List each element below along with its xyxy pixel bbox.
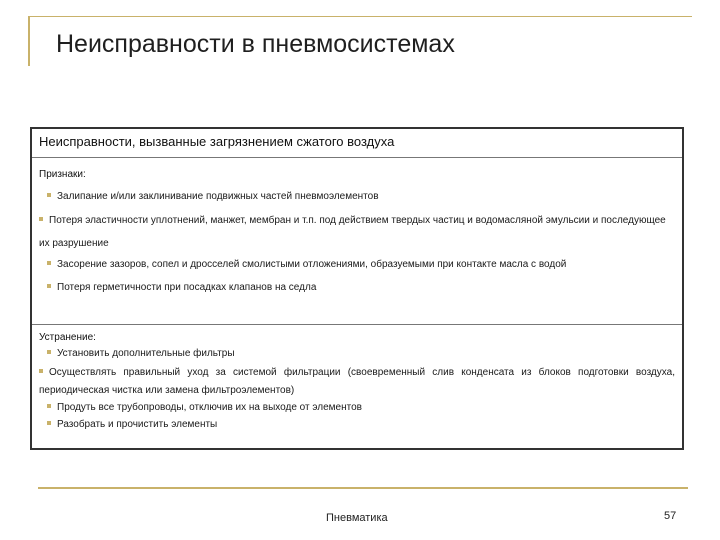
bullet-icon xyxy=(47,284,51,288)
title-left-rule xyxy=(28,16,30,66)
bullet-icon xyxy=(47,261,51,265)
list-item: Залипание и/или заклинивание подвижных частей пневмоэлементов xyxy=(39,190,675,204)
bullet-icon xyxy=(47,193,51,197)
content-table xyxy=(30,127,684,450)
bullet-icon xyxy=(47,421,51,425)
bullet-icon xyxy=(39,369,43,373)
list-item: Установить дополнительные фильтры xyxy=(39,347,675,361)
bullet-icon xyxy=(47,350,51,354)
list-item: Продуть все трубопроводы, отключив их на выходе от элементов xyxy=(39,401,675,415)
title-top-rule xyxy=(28,16,692,17)
list-item: Потеря герметичности при посадках клапанов на седла xyxy=(39,281,675,295)
bullet-icon xyxy=(47,404,51,408)
fixes-section xyxy=(32,325,682,432)
signs-section xyxy=(32,158,682,325)
list-item: Разобрать и прочистить элементы xyxy=(39,418,675,432)
list-item: Засорение зазоров, сопел и дросселей смолистыми отложениями, образуемыми при контакте масла с водой xyxy=(39,258,675,272)
bullet-icon xyxy=(39,217,43,221)
footer-rule xyxy=(38,487,688,489)
slide-title: Неисправности в пневмосистемах xyxy=(56,30,455,58)
list-item: Потеря эластичности уплотнений, манжет, мембран и т.п. под действием твердых частиц и водомасляной эмульсии и последующее их разрушение xyxy=(39,215,666,249)
list-item: Осуществлять правильный уход за системой фильтрации (своевременный слив конденсата из блоков подготовки воздуха, периодическая чистка или замена фильтроэлементов) xyxy=(39,367,675,396)
table-header: Неисправности, вызванные загрязнением сжатого воздуха xyxy=(32,129,682,158)
page-number: 57 xyxy=(664,510,677,522)
signs-label: Признаки: xyxy=(39,169,86,180)
footer-label: Пневматика xyxy=(326,512,388,524)
fixes-label: Устранение: xyxy=(39,332,96,343)
